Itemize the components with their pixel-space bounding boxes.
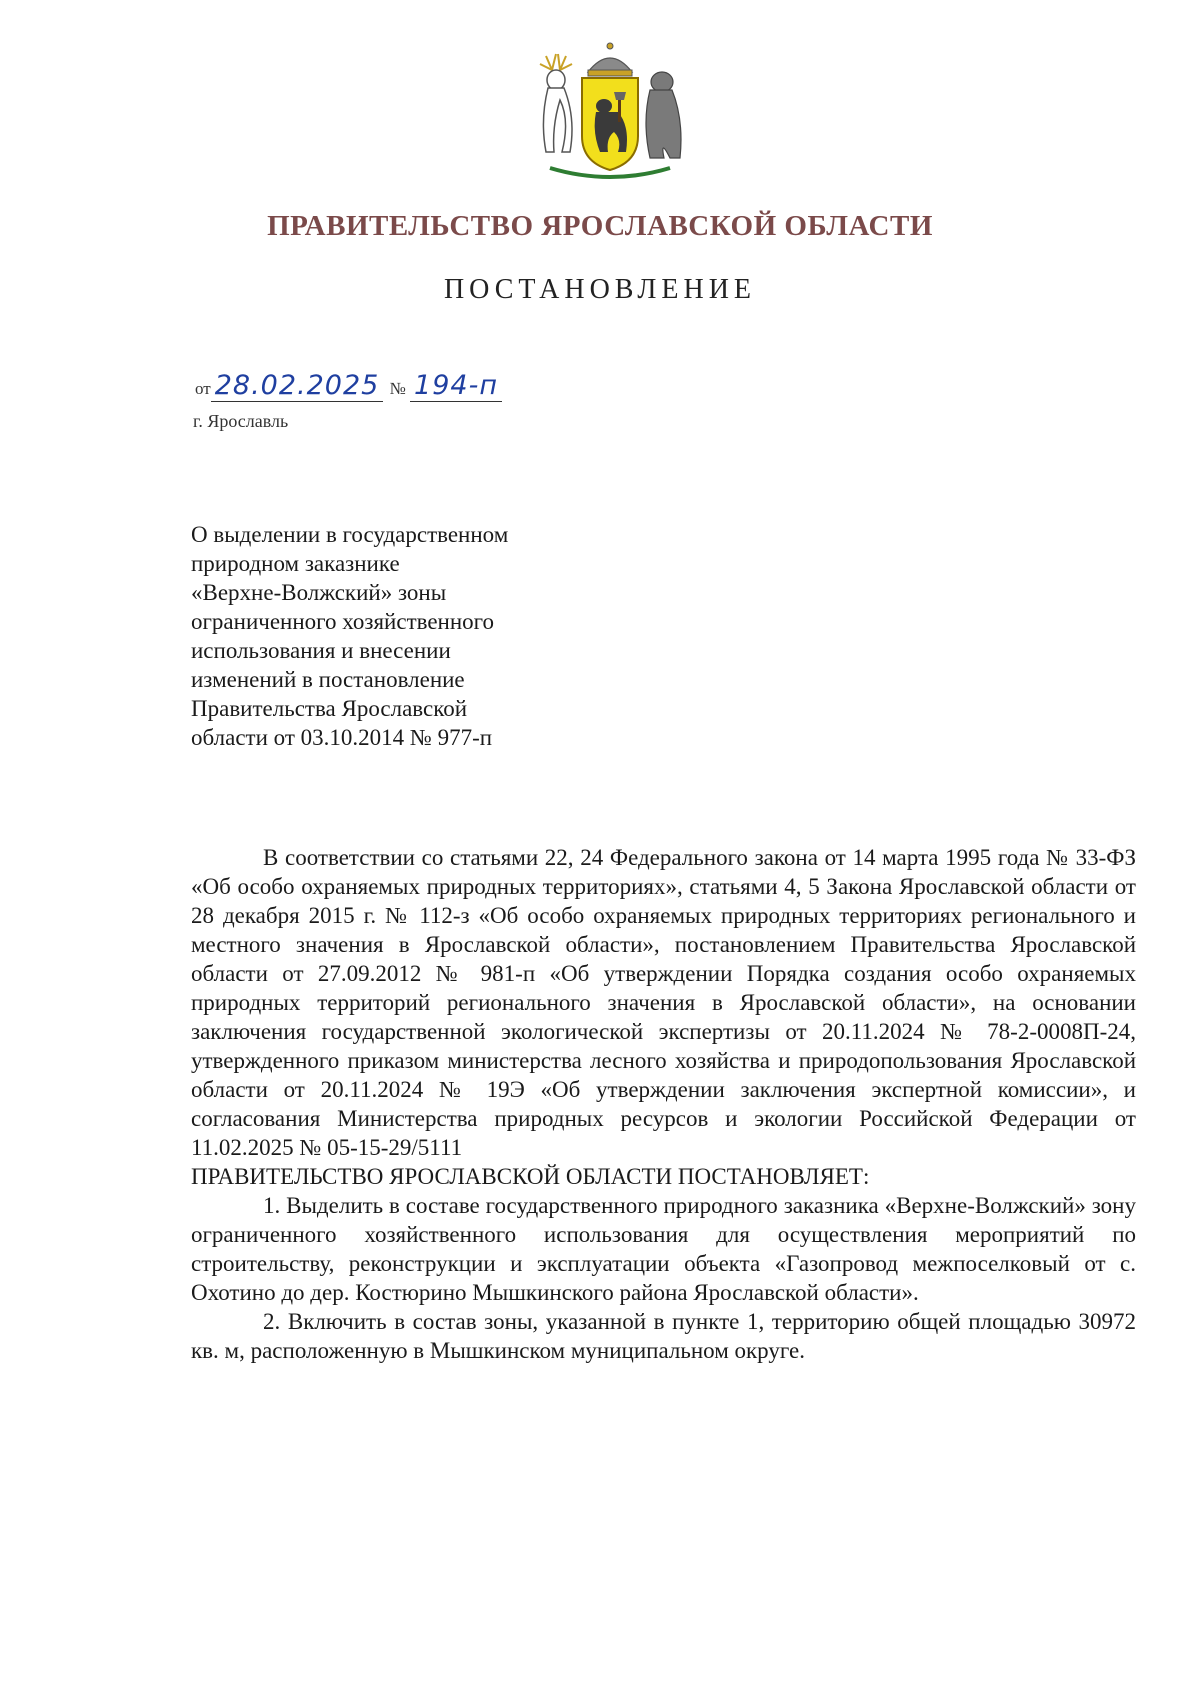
item-2-paragraph: 2. Включить в состав зоны, указанной в пункте 1, территорию общей площадью 30972 кв. м, расположенную в Мышкинском муниципальном округе. [191,1309,1136,1363]
document-number: 194-п [410,370,502,402]
subject-line: области от 03.10.2014 № 977-п [191,725,493,750]
document-body [191,843,1136,1365]
subject-line: ограниченного хозяйственного [191,609,495,634]
document-type: ПОСТАНОВЛЕНИЕ [443,274,757,305]
document-subject [191,520,611,752]
government-title: ПРАВИТЕЛЬСТВО ЯРОСЛАВСКОЙ ОБЛАСТИ [267,210,933,242]
subject-line: использования и внесении [191,638,451,663]
item-1-paragraph: 1. Выделить в составе государственного природного заказника «Верхне-Волжский» зону ограниченного хозяйственного использования для осуществления мероприятий по строительству, реконструкции и эксплуатации объекта «Газопровод межпоселковый от с. Охотино до дер. Костюрино Мышкинского района Ярославской области». [191,1193,1136,1305]
number-label: № [389,379,406,398]
preamble-paragraph: В соответствии со статьями 22, 24 Федерального закона от 14 марта 1995 года № 33-ФЗ «Об особо охраняемых природных территориях», статьями 4, 5 Закона Ярославской области от 28 декабря 2015 г. № 112-з «Об особо охраняемых природных территориях регионального и местного значения в Ярославской области», постановлением Правительства Ярославской области от 27.09.2012 № 981-п «Об утверждении Порядка создания особо охраняемых природных территорий регионального значения в Ярославской области», на основании заключения государственной экологической экспертизы от 20.11.2024 № 78-2-0008П-24, утвержденного приказом министерства лесного хозяйства и природопользования Ярославской области от 20.11.2024 № 19Э «Об утверждении заключения экспертной комиссии», и согласования Министерства природных ресурсов и экологии Российской Федерации от 11.02.2025 № 05-15-29/5111 [191,845,1136,1160]
from-label: от [195,379,211,398]
subject-line: изменений в постановление [191,667,465,692]
date-number-line [195,370,502,402]
bear-supporter-icon [646,72,681,158]
deer-icon [540,54,572,152]
subject-line: природном заказнике [191,551,400,576]
subject-line: «Верхне-Волжский» зоны [191,580,447,605]
subject-line: Правительства Ярославской [191,696,468,721]
city-label: г. Ярославль [193,411,289,431]
crown-icon [588,43,632,76]
coat-of-arms-icon [530,40,690,180]
subject-line: О выделении в государственном [191,522,509,547]
decree-line: ПРАВИТЕЛЬСТВО ЯРОСЛАВСКОЙ ОБЛАСТИ ПОСТАНОВЛЯЕТ: [191,1164,870,1189]
document-date: 28.02.2025 [211,370,384,402]
